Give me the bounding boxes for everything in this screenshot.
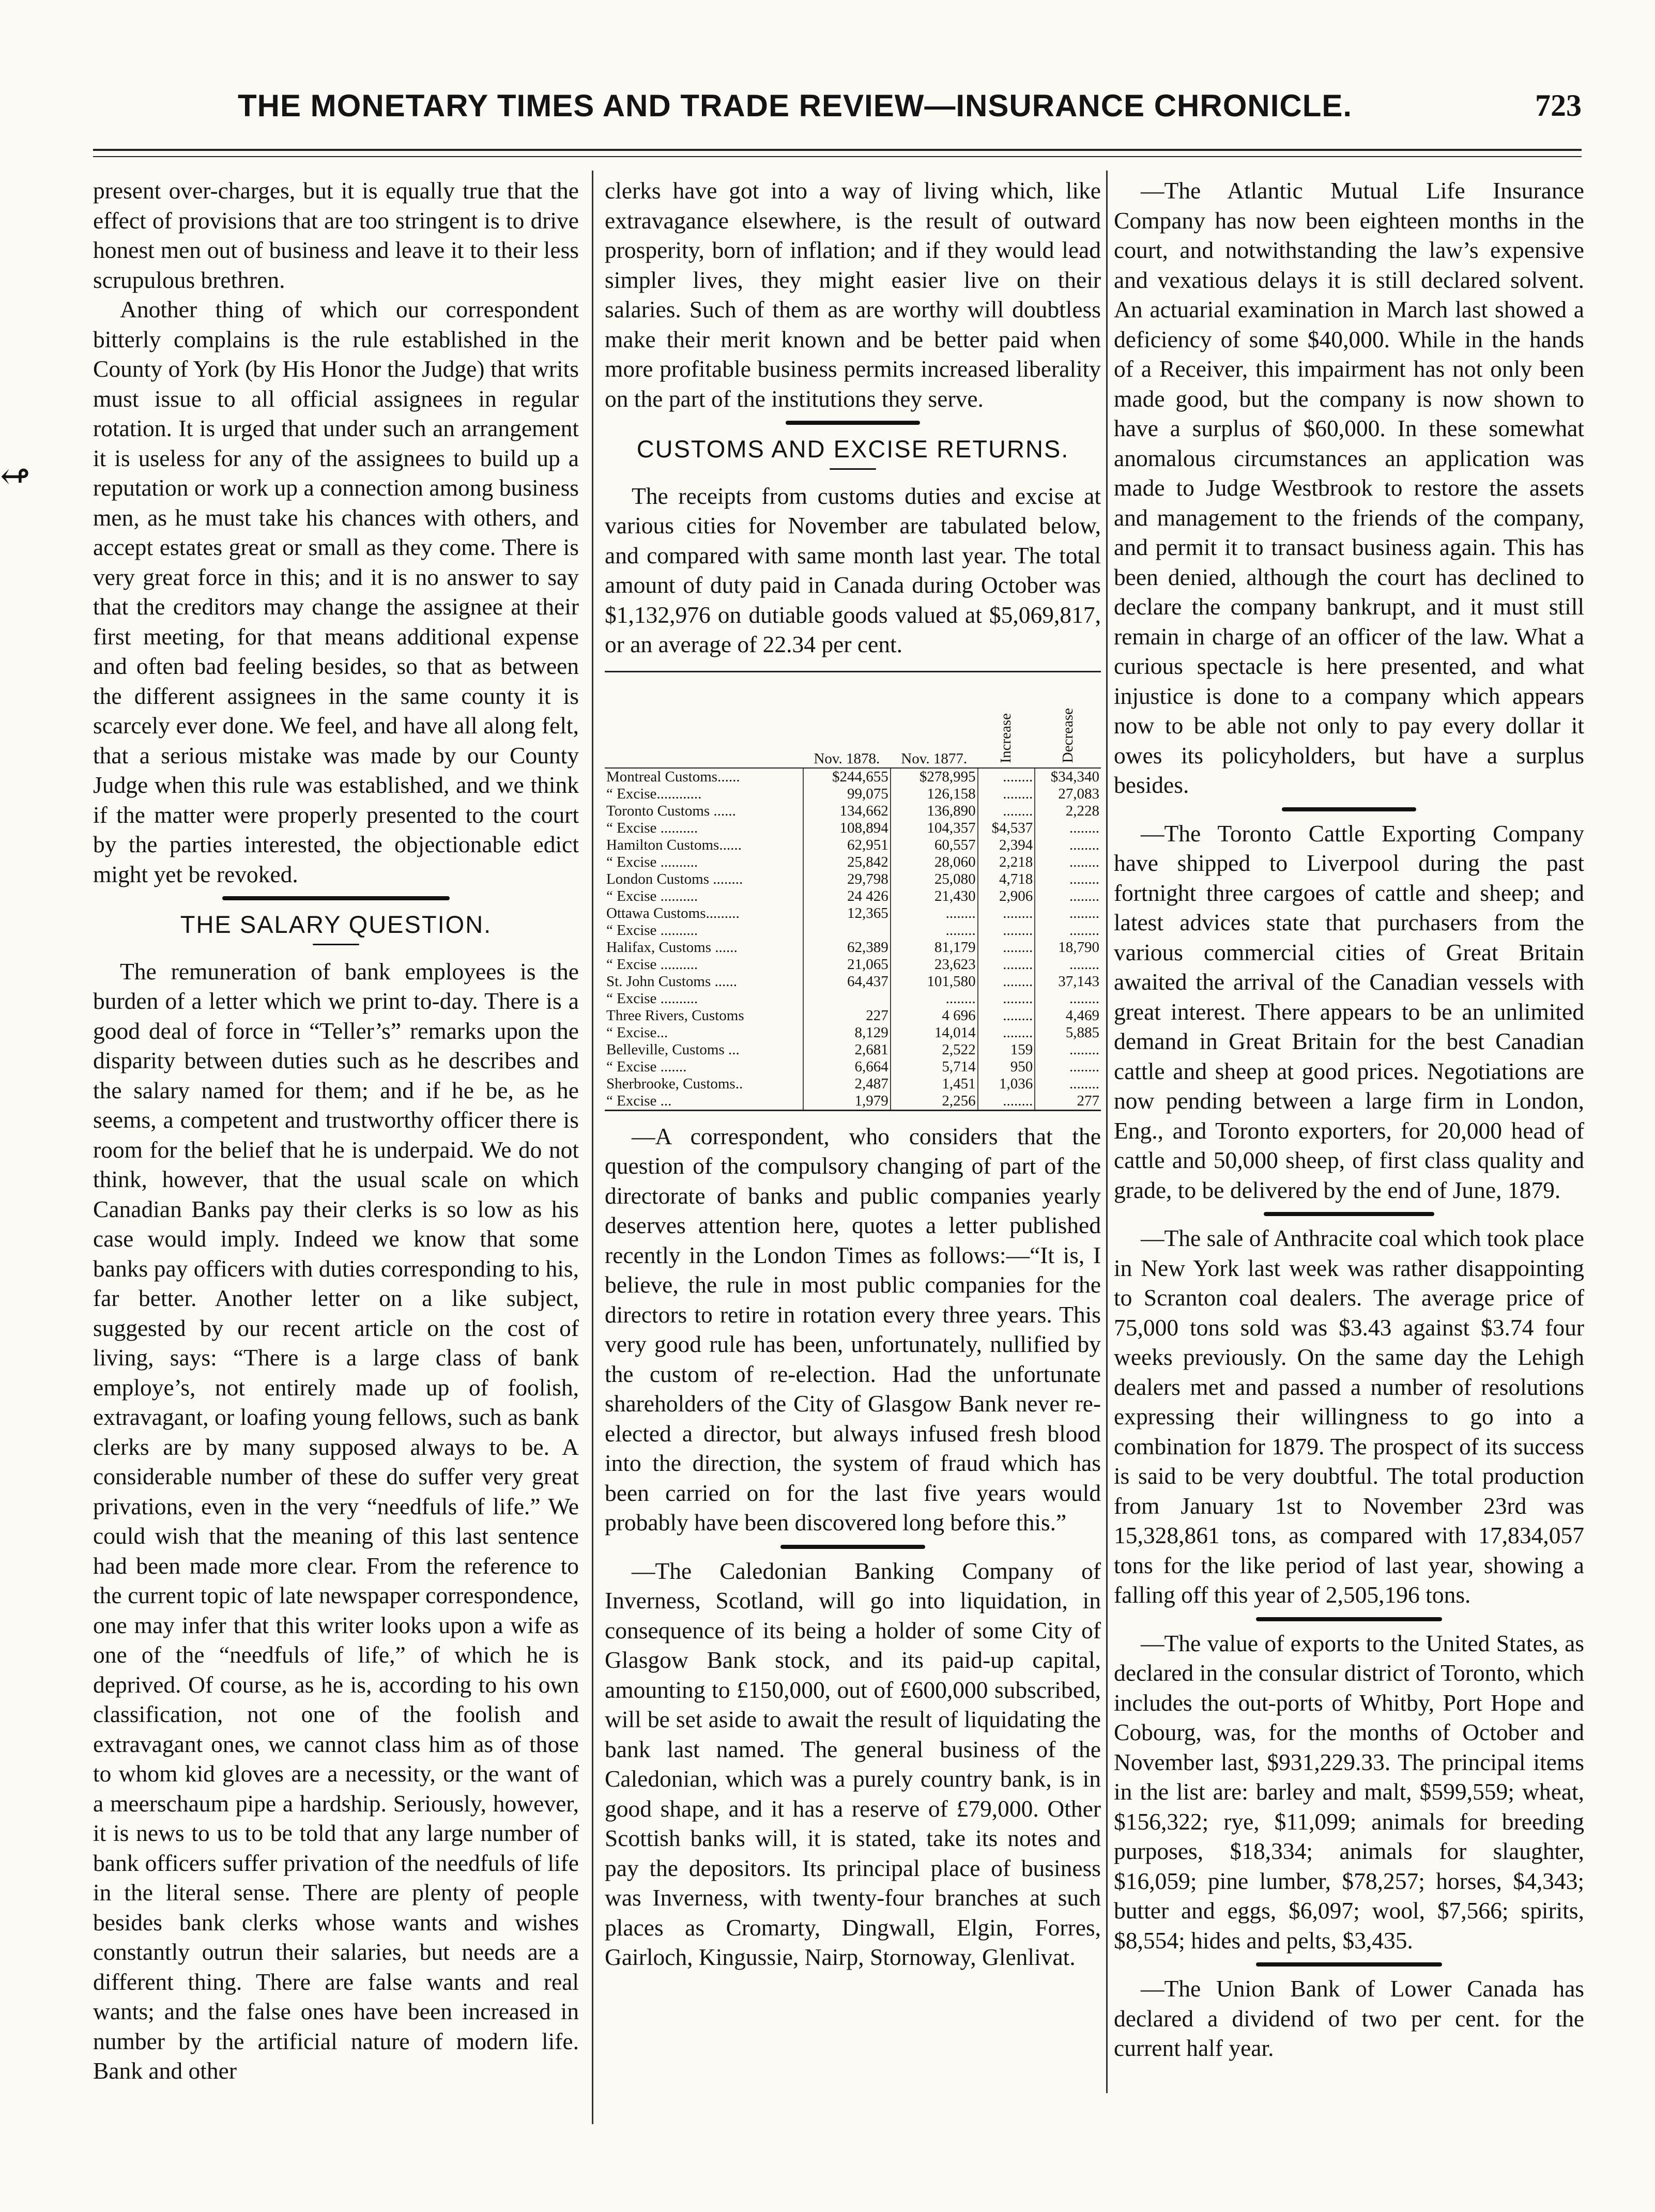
table-header-nov1878: Nov. 1878. bbox=[803, 674, 891, 768]
table-cell-value: 1,036 bbox=[978, 1076, 1035, 1093]
table-cell-value: ........ bbox=[1035, 1041, 1101, 1058]
table-cell-value: 6,664 bbox=[803, 1058, 891, 1076]
table-cell-city: “ Excise .......... bbox=[606, 921, 698, 939]
table-cell-value: $34,340 bbox=[1035, 768, 1101, 786]
column-2 bbox=[605, 176, 1101, 1972]
table-cell-value: ........ bbox=[978, 956, 1035, 973]
table-cell-city: “ Excise .......... bbox=[606, 956, 698, 973]
table-row bbox=[605, 956, 1101, 973]
table-cell-value: ........ bbox=[978, 786, 1035, 803]
table-row bbox=[605, 905, 1101, 922]
article-paragraph: —The value of exports to the United States, as declared in the consular district of Toronto, which includes the out-ports of Whitby, Port Hope and Cobourg, was, for the months of October and November last, $931,229.33. The principal items in the list are: barley and malt, $599,559; wheat, $156,322; rye, $11,099; animals for breeding purposes, $18,334; animals for slaughter, $16,059; pine lumber, $78,257; horses, $4,343; butter and eggs, $6,097; wool, $7,566; spirits, $8,554; hides and pelts, $3,435. bbox=[1114, 1630, 1584, 1954]
article-continuation: present over-charges, but it is equally true that the effect of provisions that are too stringent is to drive honest men out of business and leave it to their less scrupulous brethren. bbox=[93, 177, 579, 293]
table-cell-value: 23,623 bbox=[891, 956, 978, 973]
table-cell-city: “ Excise .......... bbox=[606, 853, 698, 870]
table-cell-value: 950 bbox=[978, 1058, 1035, 1076]
table-row bbox=[605, 1093, 1101, 1110]
table-cell-value: 2,906 bbox=[978, 888, 1035, 905]
table-cell-value: ........ bbox=[1035, 888, 1101, 905]
article-continuation: clerks have got into a way of living which, like extravagance elsewhere, is the result of outward prosperity, born of inflation; and if they would lead simpler lives, they might easier live on their salaries. Such of them as are worthy will doubtless make their merit known and be better paid when more profitable business permits increased liberality on the part of the institutions they serve. bbox=[605, 177, 1101, 412]
table-cell-value: ........ bbox=[978, 922, 1035, 939]
article-paragraph: —A correspondent, who considers that the question of the compulsory changing of part of the directorate of banks and public companies yearly deserves attention here, quotes a letter published recently in the London Times as follows:—“It is, I believe, the rule in most public companies for the directors to retire in rotation every three years. This very good rule has been, unfortunately, nullified by the custom of re-election. Had the unfortunate shareholders of the City of Glasgow Bank never re-elected a director, but always infused fresh blood into the direction, the system of fraud which has been carried on for the last five years would probably have been discovered long before this.” bbox=[605, 1123, 1101, 1535]
table-row bbox=[605, 854, 1101, 871]
table-cell-value: $278,995 bbox=[891, 768, 978, 786]
table-cell-value: ........ bbox=[1035, 922, 1101, 939]
table-row bbox=[605, 990, 1101, 1007]
section-separator bbox=[1282, 807, 1416, 811]
table-row bbox=[605, 803, 1101, 820]
table-cell-value: 25,842 bbox=[803, 854, 891, 871]
article-paragraph: —The sale of Anthracite coal which took place in New York last week was rather disappointing to Scranton coal dealers. The average price of 75,000 tons sold was $3.43 against $3.74 four weeks previously. On the same day the Lehigh dealers met and passed a number of resolutions expressing their willingness to go into a combination for 1879. The prospect of its success is said to be very doubtful. The total production from January 1st to November 23rd was 15,328,861 tons, as compared with 17,834,057 tons for the like period of last year, showing a falling off this year of 2,505,196 tons. bbox=[1114, 1225, 1584, 1608]
section-separator bbox=[786, 421, 920, 425]
table-cell-value: 4,718 bbox=[978, 871, 1035, 888]
table-cell-city: “ Excise .......... bbox=[606, 990, 698, 1007]
table-cell-value: ........ bbox=[978, 990, 1035, 1007]
table-cell-city: Belleville, Customs ... bbox=[606, 1041, 740, 1058]
heading-underline bbox=[313, 944, 359, 945]
table-row bbox=[605, 820, 1101, 837]
table-cell-value: ........ bbox=[978, 1093, 1035, 1110]
table-cell-value: 27,083 bbox=[1035, 786, 1101, 803]
article-paragraph: —The Caledonian Banking Company of Inverness, Scotland, will go into liquidation, in consequence of its being a holder of some City of Glasgow Bank stock, and its paid-up capital, amounting to £150,000, out of £600,000 subscribed, will be set aside to await the result of liquidating the bank last named. The general business of the Caledonian, which was a purely country bank, is in good shape, and it has a reserve of £79,000. Other Scottish banks will, it is stated, take its notes and pay the depositors. Its principal place of business was Inverness, with twenty-four branches at such places as Cromarty, Dingwall, Elgin, Forres, Gairloch, Kingussie, Nairp, Stornoway, Glenlivat. bbox=[605, 1557, 1101, 1970]
table-cell-value: 4 696 bbox=[891, 1007, 978, 1024]
column-1 bbox=[93, 176, 579, 2086]
table-cell-value: 12,365 bbox=[803, 905, 891, 922]
column-divider-1 bbox=[592, 171, 593, 2124]
table-cell-value: 5,714 bbox=[891, 1058, 978, 1076]
section-heading: THE SALARY QUESTION. bbox=[180, 911, 492, 938]
table-cell-value: $244,655 bbox=[803, 768, 891, 786]
table-cell-value: 2,394 bbox=[978, 837, 1035, 854]
table-cell-value: 136,890 bbox=[891, 803, 978, 820]
table-cell-value: 60,557 bbox=[891, 837, 978, 854]
table-cell-value: 62,951 bbox=[803, 837, 891, 854]
table-cell-value: 227 bbox=[803, 1007, 891, 1024]
table-cell-city: “ Excise............ bbox=[606, 785, 702, 802]
section-separator bbox=[780, 1545, 925, 1549]
table-row bbox=[605, 786, 1101, 803]
column-divider-2 bbox=[1106, 171, 1108, 2093]
table-cell-value: 21,065 bbox=[803, 956, 891, 973]
table-cell-value bbox=[803, 922, 891, 939]
article-paragraph: —The Toronto Cattle Exporting Company have shipped to Liverpool during the past fortnight three cargoes of cattle and sheep; and latest advices state that purchasers from the various commercial cities of Great Britain awaited the arrival of the Canadian vessels with great interest. There appears to be an unlimited demand in Great Britain for the best Canadian cattle and sheep at good prices. Negotiations are now pending between a large firm in London, Eng., and Toronto exporters, for 20,000 head of cattle and 50,000 sheep, of first class quality and grade, to be delivered by the end of June, 1879. bbox=[1114, 820, 1584, 1203]
table-row bbox=[605, 837, 1101, 854]
table-cell-value: 37,143 bbox=[1035, 973, 1101, 990]
table-cell-value: ........ bbox=[1035, 956, 1101, 973]
table-cell-value: 29,798 bbox=[803, 871, 891, 888]
article-paragraph: —The Atlantic Mutual Life Insurance Company has now been eighteen months in the court, and notwithstanding the law’s expensive and vexatious delays it is still declared solvent. An actuarial examination in March last showed a deficiency of some $40,000. While in the hands of a Receiver, this impairment has not only been made good, but the company is now shown to have a surplus of $60,000. In these somewhat anomalous circumstances an application was made to Judge Westbrook to restore the assets and management to the friends of the company, and permit it to transact business again. This has been denied, although the court has declined to declare the company bankrupt, and it must still remain in charge of an officer of the law. What a curious spectacle is here presented, and what injustice is done to a company which appears now to be able not only to pay every dollar it owes its policyholders, but have a surplus besides. bbox=[1114, 177, 1584, 798]
masthead-title: THE MONETARY TIMES AND TRADE REVIEW—INSURANCE CHRONICLE. bbox=[238, 88, 1353, 123]
table-cell-value: ........ bbox=[1035, 820, 1101, 837]
table-header-decrease: Decrease bbox=[1035, 674, 1101, 768]
table-cell-value: 99,075 bbox=[803, 786, 891, 803]
table-cell-city: Ottawa Customs......... bbox=[606, 904, 740, 921]
section-heading: CUSTOMS AND EXCISE RETURNS. bbox=[636, 435, 1069, 463]
table-row bbox=[605, 939, 1101, 956]
table-cell-value: ........ bbox=[978, 905, 1035, 922]
table-cell-value: 25,080 bbox=[891, 871, 978, 888]
table-cell-value: ........ bbox=[978, 768, 1035, 786]
article-paragraph: Another thing of which our correspondent bitterly complains is the rule established in the County of York (by His Honor the Judge) that writs must issue to all official assignees in regular rotation. It is urged that under such an arrangement it is useless for any of the assignees to build up a reputation or work up a connection among business men, as he must take his chances with others, and accept estates great or small as they come. There is very great force in this; and it is no answer to say that the creditors may change the assignee at their first meeting, for that means additional expense and often bad feeling besides, so that as between the different assignees in the same county it is scarcely ever done. We feel, and have all along felt, that a serious mistake was made by our County Judge when this rule was established, and we think if the matter were properly presented to the court by the parties interested, the objectionable edict might yet be revoked. bbox=[93, 296, 579, 887]
article-paragraph: —The Union Bank of Lower Canada has declared a dividend of two per cent. for the current half year. bbox=[1114, 1975, 1584, 2061]
table-cell-value: ........ bbox=[978, 939, 1035, 956]
table-cell-value: 64,437 bbox=[803, 973, 891, 990]
section-separator bbox=[222, 896, 450, 900]
table-cell-city: Hamilton Customs...... bbox=[606, 836, 742, 853]
table-cell-value: ........ bbox=[891, 922, 978, 939]
page-number: 723 bbox=[1535, 88, 1582, 122]
table-cell-value: 62,389 bbox=[803, 939, 891, 956]
table-cell-value: 28,060 bbox=[891, 854, 978, 871]
table-cell-city: Sherbrooke, Customs.. bbox=[606, 1075, 743, 1092]
table-cell-city: London Customs ........ bbox=[606, 870, 743, 887]
table-cell-city: “ Excise .......... bbox=[606, 819, 698, 836]
header-rule-thin bbox=[93, 156, 1582, 157]
article-paragraph: The receipts from customs duties and excise at various cities for November are tabulated below, and compared with same month last year. The total amount of duty paid in Canada during October was $1,132,976 on dutiable goods valued at $5,069,817, or an average of 22.34 per cent. bbox=[605, 482, 1101, 657]
section-separator bbox=[1256, 1617, 1442, 1621]
table-cell-city: Montreal Customs...... bbox=[606, 768, 740, 785]
table-cell-value: 159 bbox=[978, 1041, 1035, 1058]
margin-mark: ↫ bbox=[0, 457, 30, 497]
table-cell-city: Halifax, Customs ...... bbox=[606, 939, 738, 956]
table-cell-value: 14,014 bbox=[891, 1024, 978, 1041]
table-row bbox=[605, 1058, 1101, 1076]
table-cell-value: 2,487 bbox=[803, 1076, 891, 1093]
table-row bbox=[605, 922, 1101, 939]
table-cell-value: ........ bbox=[978, 1024, 1035, 1041]
column-3 bbox=[1114, 176, 1584, 2063]
section-separator bbox=[1256, 1962, 1442, 1967]
customs-table bbox=[605, 674, 1101, 1110]
table-cell-value: 5,885 bbox=[1035, 1024, 1101, 1041]
table-row bbox=[605, 973, 1101, 990]
table-cell-value: 18,790 bbox=[1035, 939, 1101, 956]
table-cell-value: ........ bbox=[1035, 1058, 1101, 1076]
table-cell-city: “ Excise ....... bbox=[606, 1058, 687, 1075]
table-row bbox=[605, 1076, 1101, 1093]
table-cell-value: ........ bbox=[1035, 905, 1101, 922]
table-cell-value: $4,537 bbox=[978, 820, 1035, 837]
table-cell-value bbox=[803, 990, 891, 1007]
table-cell-value: ........ bbox=[1035, 990, 1101, 1007]
table-cell-value: 81,179 bbox=[891, 939, 978, 956]
table-cell-city: “ Excise ... bbox=[606, 1092, 672, 1109]
table-cell-value: ........ bbox=[978, 1007, 1035, 1024]
table-cell-value: 2,218 bbox=[978, 854, 1035, 871]
table-cell-value: 8,129 bbox=[803, 1024, 891, 1041]
article-paragraph: The remuneration of bank employees is the burden of a letter which we print to-day. There is a good deal of force in “Teller’s” remarks upon the disparity between duties such as he describes and the salary named for them; and if he be, as he seems, a competent and trustworthy officer there is room for the belief that he is underpaid. We do not think, however, that the usual scale on which Canadian Banks pay their clerks is so low as his case would imply. Indeed we know that some banks pay officers with duties corresponding to his, far better. Another letter on a like subject, suggested by our recent article on the cost of living, says: “There is a large class of bank employe’s, not entirely made up of foolish, extravagant, or loafing young fellows, such as bank clerks are by many supposed always to be. A considerable number of these do suffer very great privations, even in the very “needfuls of life.” We could wish that the meaning of this last sentence had been made more clear. From the reference to the current topic of late newspaper correspondence, one may infer that this writer looks upon a wife as one of the “needfuls of life,” of which he is deprived. Of course, as he is, according to his own classification, not one of the foolish and extravagant ones, we cannot class him as of those to whom kid gloves are a necessity, or the want of a meerschaum pipe a hardship. Seriously, however, it is news to us to be told that any large number of bank officers suffer privation of the needfuls of life in the literal sense. There are plenty of people besides bank clerks whose wants and wishes constantly outrun their salaries, but needs are a different thing. There are false wants and real wants; and the false ones have been increased in number by the artificial nature of modern life. Bank and other bbox=[93, 958, 579, 2084]
table-cell-city: Toronto Customs ...... bbox=[606, 802, 736, 819]
table-cell-value: 2,256 bbox=[891, 1093, 978, 1110]
table-cell-value: 4,469 bbox=[1035, 1007, 1101, 1024]
table-cell-value: 134,662 bbox=[803, 803, 891, 820]
section-separator bbox=[1264, 1212, 1434, 1216]
table-cell-value: 2,681 bbox=[803, 1041, 891, 1058]
table-row bbox=[605, 1041, 1101, 1058]
table-row bbox=[605, 871, 1101, 888]
table-cell-value: 2,522 bbox=[891, 1041, 978, 1058]
header-rule bbox=[93, 149, 1582, 151]
table-cell-value: 126,158 bbox=[891, 786, 978, 803]
table-cell-city: “ Excise... bbox=[606, 1024, 668, 1041]
table-cell-value: 1,979 bbox=[803, 1093, 891, 1110]
table-cell-value: 24 426 bbox=[803, 888, 891, 905]
page-header bbox=[93, 88, 1582, 134]
heading-underline bbox=[830, 468, 876, 470]
table-cell-city: “ Excise .......... bbox=[606, 887, 698, 904]
table-cell-value: 277 bbox=[1035, 1093, 1101, 1110]
table-cell-city: Three Rivers, Customs bbox=[606, 1007, 744, 1024]
table-cell-value: ........ bbox=[891, 905, 978, 922]
table-cell-value: 104,357 bbox=[891, 820, 978, 837]
table-cell-value: ........ bbox=[1035, 1076, 1101, 1093]
table-cell-value: ........ bbox=[978, 803, 1035, 820]
table-header-nov1877: Nov. 1877. bbox=[891, 674, 978, 768]
table-cell-value: 1,451 bbox=[891, 1076, 978, 1093]
table-cell-value: ........ bbox=[1035, 871, 1101, 888]
table-cell-value: 108,894 bbox=[803, 820, 891, 837]
table-cell-value: ........ bbox=[1035, 854, 1101, 871]
table-cell-city: St. John Customs ...... bbox=[606, 973, 737, 990]
table-cell-value: ........ bbox=[891, 990, 978, 1007]
table-cell-value: 101,580 bbox=[891, 973, 978, 990]
table-row bbox=[605, 1007, 1101, 1024]
table-header-city bbox=[605, 674, 803, 768]
table-row bbox=[605, 768, 1101, 786]
table-cell-value: ........ bbox=[978, 973, 1035, 990]
table-cell-value: ........ bbox=[1035, 837, 1101, 854]
customs-table-wrapper bbox=[605, 671, 1101, 1111]
table-cell-value: 2,228 bbox=[1035, 803, 1101, 820]
table-row bbox=[605, 1024, 1101, 1041]
table-header-row bbox=[605, 674, 1101, 768]
table-row bbox=[605, 888, 1101, 905]
table-header-increase: Increase bbox=[978, 674, 1035, 768]
table-cell-value: 21,430 bbox=[891, 888, 978, 905]
